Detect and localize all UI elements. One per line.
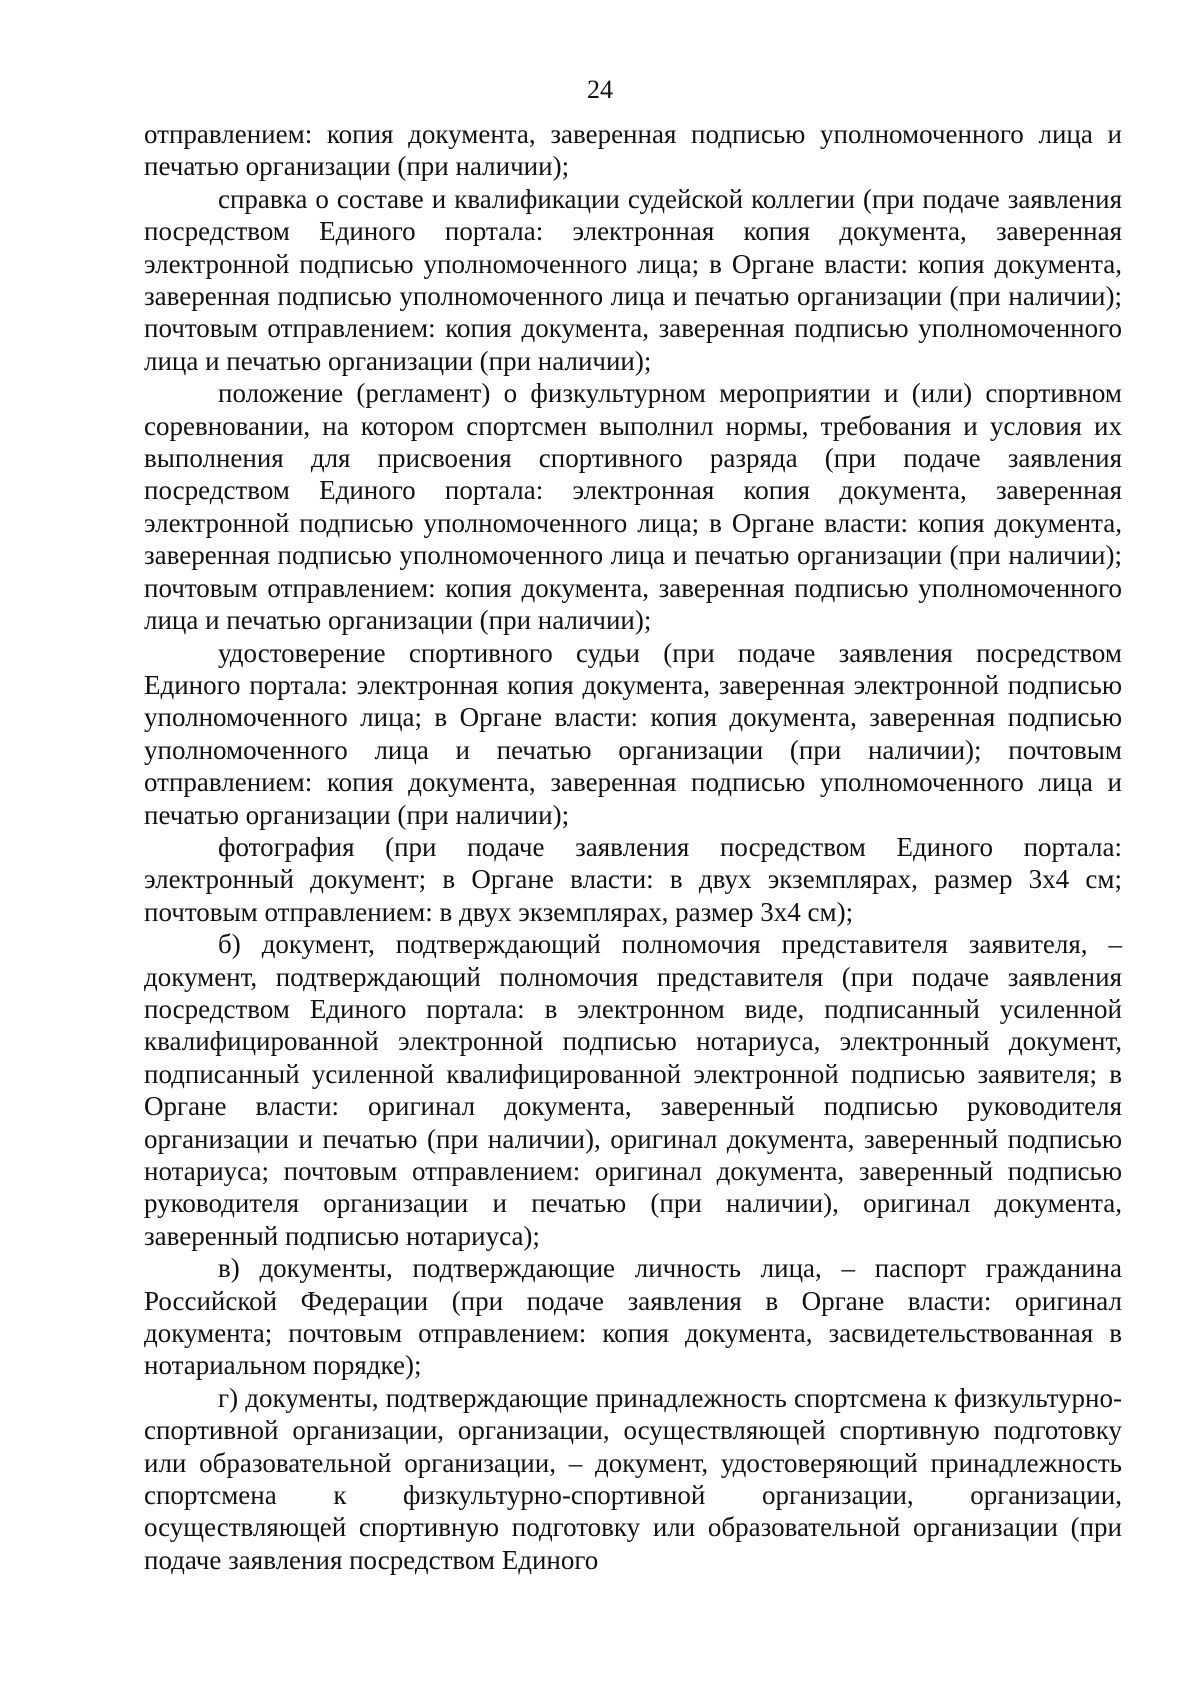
paragraph-referee-id: удостоверение спортивного судьи (при подаче заявления посредством Единого портала: электронная копия документа, заверенная электронной подписью уполномоченного лица; в Органе власти: копия документа, заверенная подписью уполномоченного лица и печатью организации (при наличии); почтовым отправлением: копия документа, заверенная подписью уполномоченного лица и печатью организации (при наличии); bbox=[144, 637, 1122, 830]
paragraph-item-b: б) документ, подтверждающий полномочия представителя заявителя, – документ, подтверждающий полномочия представителя (при подаче заявления посредством Единого портала: в электронном виде, подписанный усиленной квалифицированной электронной подписью нотариуса, электронный документ, подписанный усиленной квалифицированной электронной подписью заявителя; в Органе власти: оригинал документа, заверенный подписью руководителя организации и печатью (при наличии), оригинал документа, заверенный подписью нотариуса; почтовым отправлением: оригинал документа, заверенный подписью руководителя организации и печатью (при наличии), оригинал документа, заверенный подписью нотариуса); bbox=[144, 929, 1122, 1251]
paragraph-competition-regulation: положение (регламент) о физкультурном мероприятии и (или) спортивном соревновании, на котором спортсмен выполнил нормы, требования и условия их выполнения для присвоения спортивного разряда (при подаче заявления посредством Единого портала: электронная копия документа, заверенная электронной подписью уполномоченного лица; в Органе власти: копия документа, заверенная подписью уполномоченного лица и печатью организации (при наличии); почтовым отправлением: копия документа, заверенная подписью уполномоченного лица и печатью организации (при наличии); bbox=[144, 378, 1122, 636]
paragraph-item-v: в) документы, подтверждающие личность лица, – паспорт гражданина Российской Федерации (при подаче заявления в Органе власти: оригинал документа; почтовым отправлением: копия документа, засвидетельствованная в нотариальном порядке); bbox=[144, 1253, 1122, 1381]
page-number: 24 bbox=[587, 75, 613, 104]
paragraph-item-g: г) документы, подтверждающие принадлежность спортсмена к физкультурно-спортивной организации, организации, осуществляющей спортивную подготовку или образовательной организации, – документ, удостоверяющий принадлежность спортсмена к физкультурно-спортивной организации, организации, осуществляющей спортивную подготовку или образовательной организации (при подаче заявления посредством Единого bbox=[144, 1382, 1122, 1575]
document-body bbox=[144, 118, 1122, 1576]
paragraph-judges-certificate: справка о составе и квалификации судейской коллегии (при подаче заявления посредством Единого портала: электронная копия документа, заверенная электронной подписью уполномоченного лица; в Органе власти: копия документа, заверенная подписью уполномоченного лица и печатью организации (при наличии); почтовым отправлением: копия документа, заверенная подписью уполномоченного лица и печатью организации (при наличии); bbox=[144, 183, 1122, 376]
paragraph-photo: фотография (при подаче заявления посредством Единого портала: электронный документ; в Органе власти: в двух экземплярах, размер 3х4 см; почтовым отправлением: в двух экземплярах, размер 3х4 см); bbox=[144, 831, 1122, 927]
paragraph-continuation: отправлением: копия документа, заверенная подписью уполномоченного лица и печатью организации (при наличии); bbox=[144, 119, 1122, 182]
